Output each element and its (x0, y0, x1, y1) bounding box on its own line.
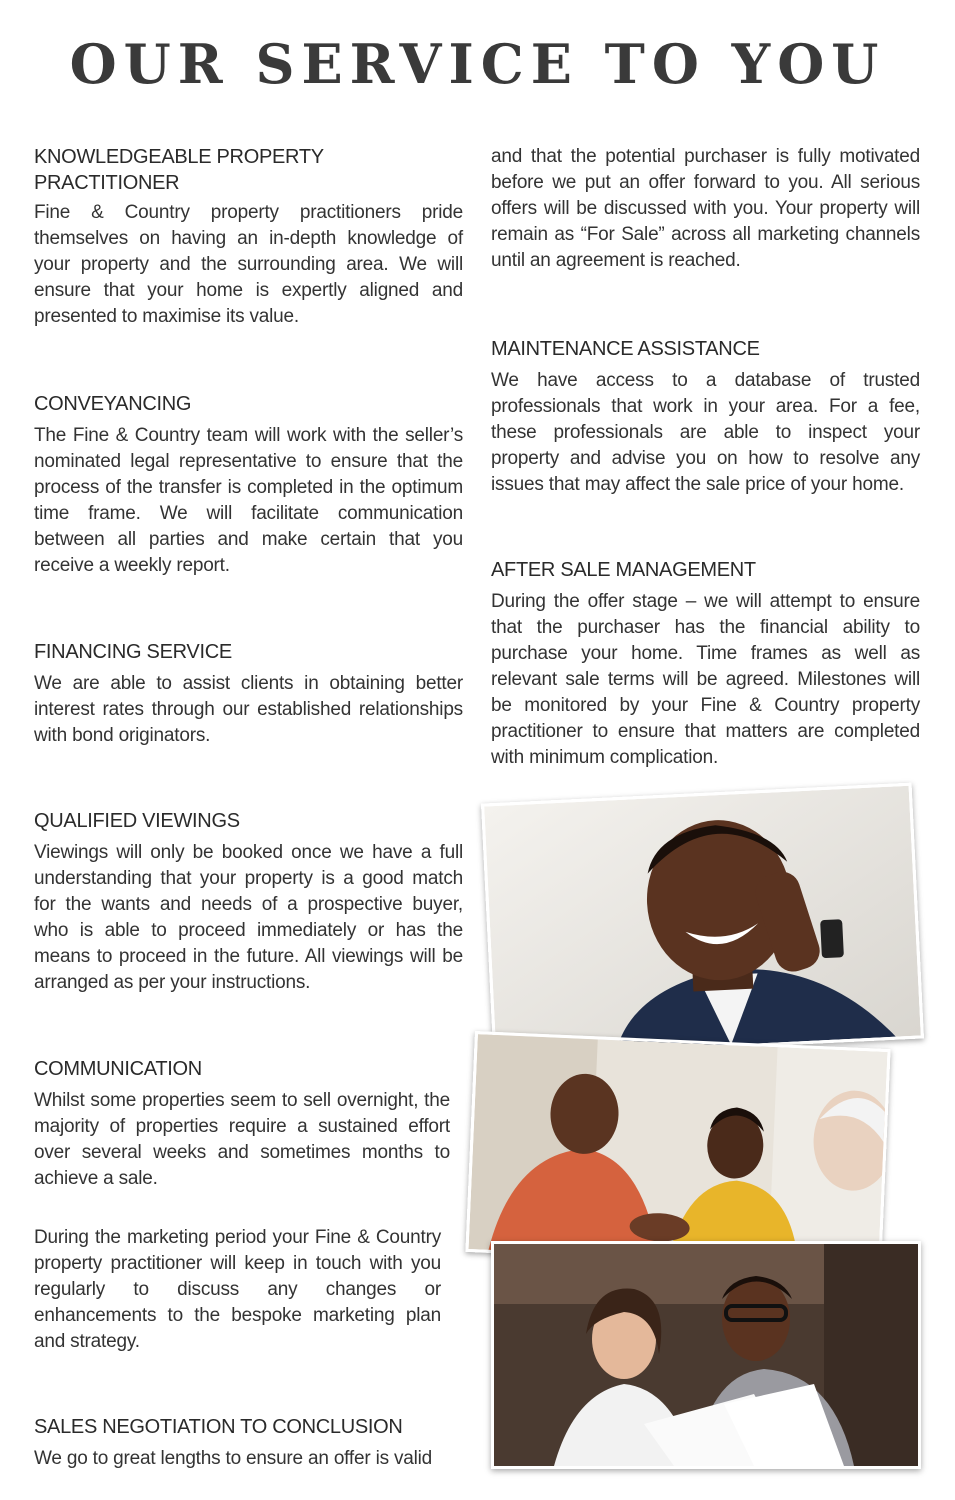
photo-couple-handshake (465, 1031, 890, 1270)
page-title: OUR SERVICE TO YOU (69, 32, 886, 96)
section-body: We have access to a database of trusted professionals that work in your area. For a fee, these professionals are able to inspect your property and advise you on how to resolve any issues that may affect the sale price of your home. (491, 370, 920, 495)
heading-line-2: PRACTITIONER (34, 172, 180, 194)
section-body: During the offer stage – we will attempt to ensure that the purchaser has the financial ability to purchase your home. Time frames as well as relevant sale terms will be agreed. Milestones will be monitored by your Fine & Country property practitioner to ensure that matters are completed with minimum complication. (491, 591, 920, 768)
section-negotiation-continued (491, 144, 920, 274)
section-body-1: Whilst some properties seem to sell overnight, the majority of properties require a sustained effort over several weeks and sometimes months to achieve a sale. (34, 1090, 450, 1189)
photo-couple-documents (491, 1241, 921, 1469)
section-heading: SALES NEGOTIATION TO CONCLUSION (34, 1416, 403, 1438)
section-negotiation (34, 1414, 463, 1472)
section-heading: MAINTENANCE ASSISTANCE (491, 338, 760, 360)
section-viewings (34, 808, 463, 996)
section-heading (34, 144, 463, 196)
section-after-sale (491, 557, 920, 771)
section-financing (34, 639, 463, 749)
section-body: Fine & Country property practitioners pride themselves on having an in-depth knowledge of your property and the surrounding area. We will ensure that your home is expertly aligned and presented to maximise its value. (34, 202, 463, 327)
section-maintenance (491, 336, 920, 498)
section-communication (34, 1056, 450, 1355)
section-body: We are able to assist clients in obtaining better interest rates through our established relationships with bond originators. (34, 673, 463, 746)
section-heading: FINANCING SERVICE (34, 641, 232, 663)
section-body: Viewings will only be booked once we have a full understanding that your property is a good match for the wants and needs of a prospective buyer, who is able to proceed immediately or has the means to proceed in the future. All viewings will be arranged as per your instructions. (34, 842, 463, 993)
section-body: The Fine & Country team will work with the seller’s nominated legal representative to ensure that the process of the transfer is completed in the optimum time frame. We will facilitate communication between all parties and make certain that you receive a weekly report. (34, 425, 463, 576)
section-heading: QUALIFIED VIEWINGS (34, 810, 240, 832)
section-heading: AFTER SALE MANAGEMENT (491, 559, 756, 581)
section-conveyancing (34, 391, 463, 579)
section-body-2: During the marketing period your Fine & Country property practitioner will keep in touch with you regularly to discuss any changes or enhancements to the bespoke marketing plan and strategy. (34, 1227, 441, 1352)
section-body: We go to great lengths to ensure an offer is valid (34, 1448, 433, 1469)
section-knowledgeable (34, 144, 463, 330)
heading-line-1: KNOWLEDGEABLE PROPERTY (34, 146, 324, 168)
section-heading: COMMUNICATION (34, 1058, 202, 1080)
section-body: and that the potential purchaser is fully motivated before we put an offer forward to you. All serious offers will be discussed with you. Your property will remain as “For Sale” across all marketing channels until an agreement is reached. (491, 146, 920, 271)
section-heading: CONVEYANCING (34, 393, 192, 415)
photo-man-on-phone (481, 783, 924, 1060)
